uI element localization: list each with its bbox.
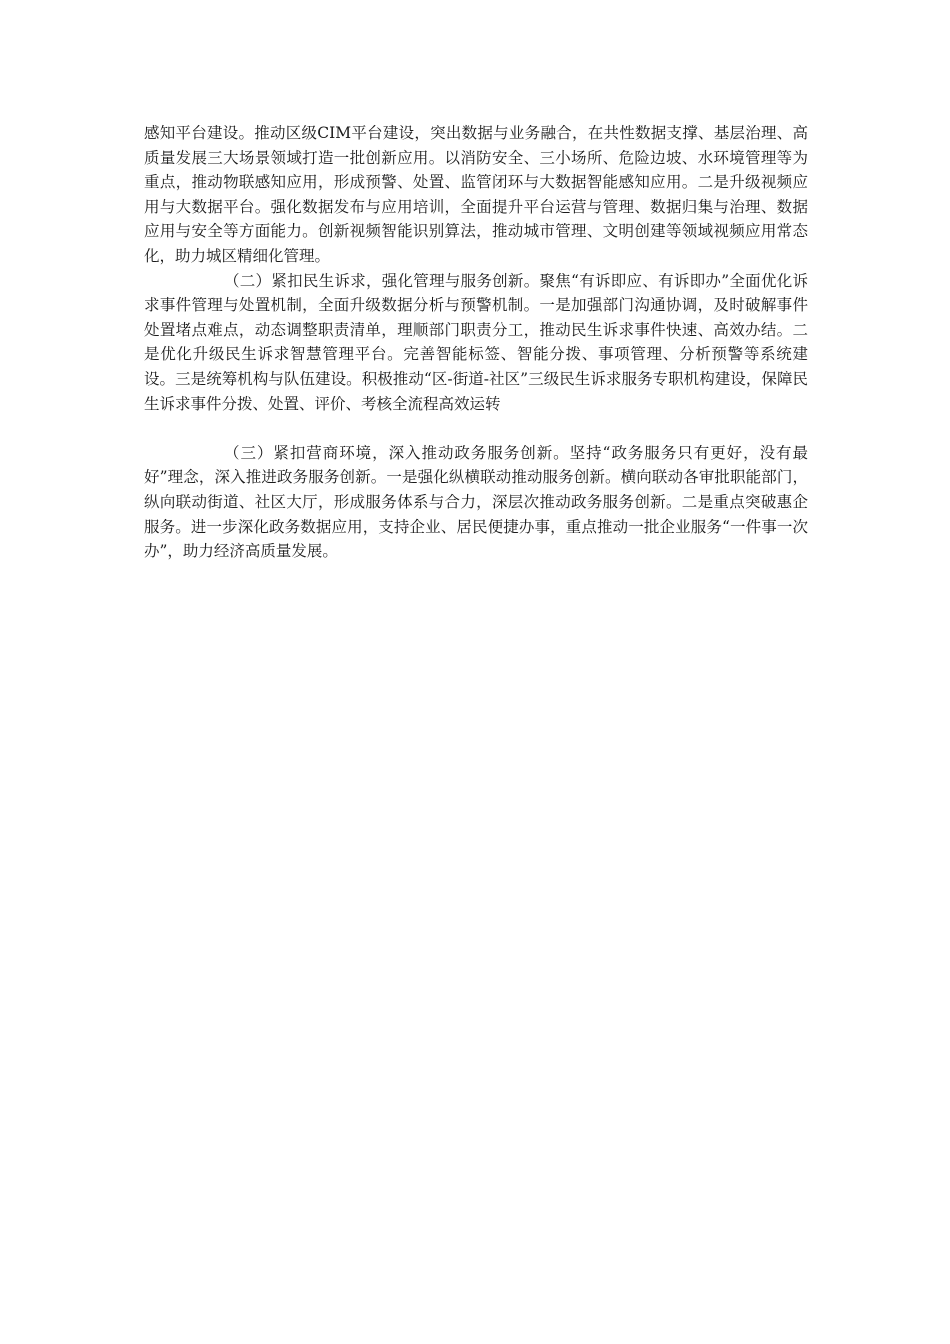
paragraph-livelihood-appeals: （二）紧扣民生诉求，强化管理与服务创新。聚焦“有诉即应、有诉即办”全面优化诉求事件管理与处置机制，全面升级数据分析与预警机制。一是加强部门沟通协调，及时破解事件处置堵点难点，动态调整职责清单，理顺部门职责分工，推动民生诉求事件快速、高效办结。二是优化升级民生诉求智慧管理平台。完善智能标签、智能分拨、事项管理、分析预警等系统建设。三是统筹机构与队伍建设。积极推动“区-街道-社区”三级民生诉求服务专职机构建设，保障民生诉求事件分拨、处置、评价、考核全流程高效运转 bbox=[144, 271, 808, 413]
paragraph-business-environment: （三）紧扣营商环境，深入推动政务服务创新。坚持“政务服务只有更好，没有最好”理念，深入推进政务服务创新。一是强化纵横联动推动服务创新。横向联动各审批职能部门，纵向联动街道、社区大厅，形成服务体系与合力，深层次推动政务服务创新。二是重点突破惠企服务。进一步深化政务数据应用，支持企业、居民便捷办事，重点推动一批企业服务“一件事一次办”，助力经济高质量发展。 bbox=[144, 443, 808, 561]
paragraph-perception-platform: 感知平台建设。推动区级CIM平台建设，突出数据与业务融合，在共性数据支撑、基层治理、高质量发展三大场景领域打造一批创新应用。以消防安全、三小场所、危险边坡、水环境管理等为重点，推动物联感知应用，形成预警、处置、监管闭环与大数据智能感知应用。二是升级视频应用与大数据平台。强化数据发布与应用培训，全面提升平台运营与管理、数据归集与治理、数据应用与安全等方面能力。创新视频智能识别算法，推动城市管理、文明创建等领域视频应用常态化，助力城区精细化管理。 bbox=[144, 124, 808, 265]
document-body bbox=[144, 121, 808, 564]
